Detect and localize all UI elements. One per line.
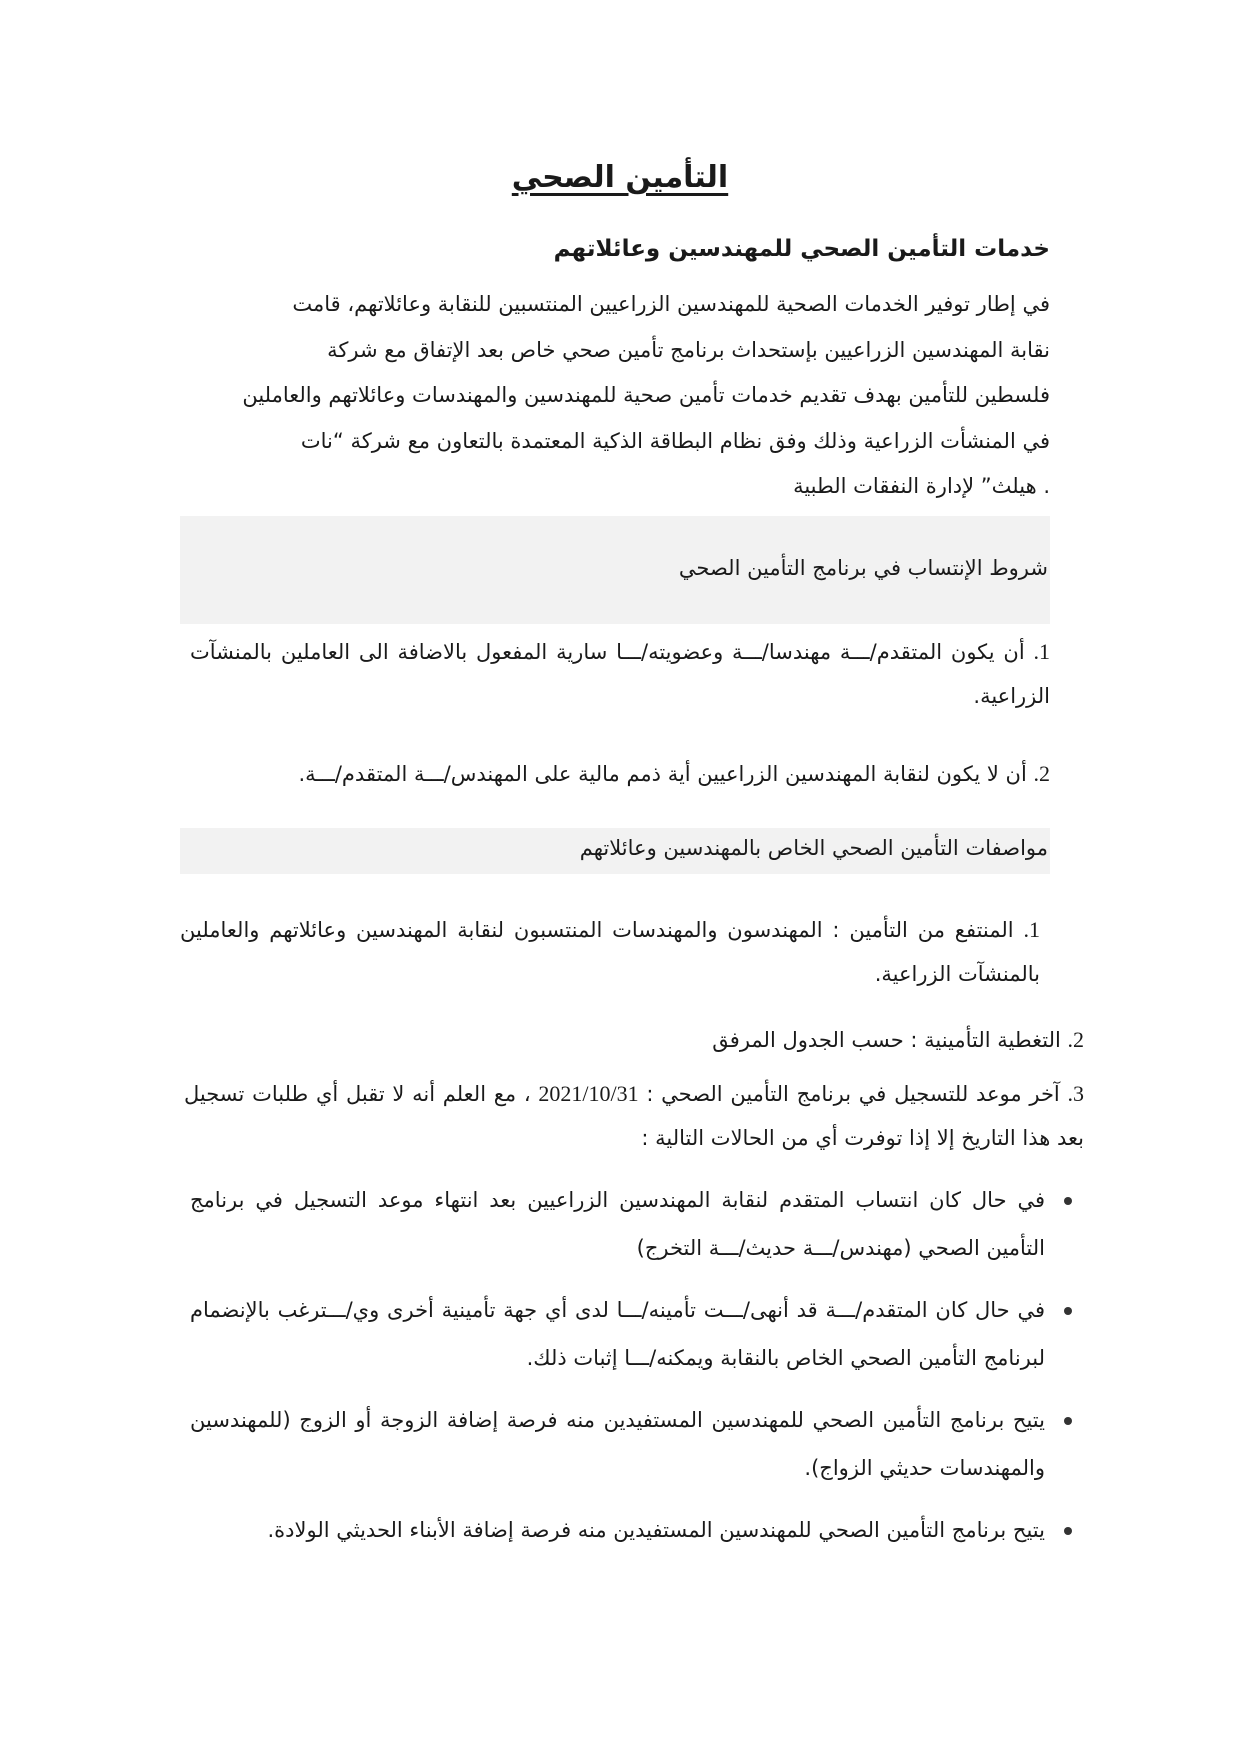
- section-heading: خدمات التأمين الصحي للمهندسين وعائلاتهم: [553, 236, 1050, 262]
- specs-heading-band: [180, 828, 1050, 874]
- list-item-text: في حال كان المتقدم/ـــة قد أنهى/ـــت تأمينه/ـــا لدى أي جهة تأمينية أخرى وي/ـــترغب بالإنضمام لبرنامج التأمين الصحي الخاص بالنقابة ويمكنه/ـــا إثبات ذلك.: [190, 1298, 1045, 1370]
- conditions-heading-band: [180, 516, 1050, 624]
- bullet-icon: [1064, 1307, 1072, 1315]
- item-number: 3.: [1067, 1081, 1084, 1106]
- registration-deadline: 2021/10/31: [538, 1081, 639, 1106]
- spec-item: [180, 908, 1040, 996]
- list-item: [190, 1286, 1080, 1382]
- item-text: آخر موعد للتسجيل في برنامج التأمين الصحي :: [638, 1082, 1060, 1106]
- spec-item: [184, 1018, 1084, 1062]
- condition-item: [190, 630, 1050, 718]
- exception-list: [190, 1176, 1080, 1568]
- list-item: [190, 1396, 1080, 1492]
- list-item: [190, 1506, 1080, 1554]
- bullet-icon: [1064, 1417, 1072, 1425]
- intro-line: . هيلث” لإدارة النفقات الطبية: [793, 474, 1050, 498]
- intro-paragraph: [190, 282, 1050, 510]
- list-item: [190, 1176, 1080, 1272]
- item-text: ، مع العلم أنه لا تقبل أي طلبات تسجيل بعد هذا التاريخ إلا إذا توفرت أي من الحالات التالية :: [184, 1082, 1084, 1150]
- item-text: المنتفع من التأمين : المهندسون والمهندسات المنتسبون لنقابة المهندسين وعائلاتهم والعاملين بالمنشآت الزراعية.: [180, 918, 1040, 986]
- list-item-text: يتيح برنامج التأمين الصحي للمهندسين المستفيدين منه فرصة إضافة الأبناء الحديثي الولادة.: [267, 1518, 1045, 1542]
- conditions-heading: شروط الإنتساب في برنامج التأمين الصحي: [678, 556, 1048, 580]
- item-number: 1.: [1033, 639, 1050, 664]
- bullet-icon: [1064, 1527, 1072, 1535]
- item-number: 2.: [1067, 1027, 1084, 1052]
- item-number: 2.: [1033, 761, 1050, 786]
- intro-line: في المنشأت الزراعية وذلك وفق نظام البطاقة الذكية المعتمدة بالتعاون مع شركة “نات: [300, 428, 1050, 453]
- condition-item: [190, 752, 1050, 796]
- intro-line: نقابة المهندسين الزراعيين بإستحداث برنامج تأمين صحي خاص بعد الإتفاق مع شركة: [327, 337, 1050, 362]
- list-item-text: يتيح برنامج التأمين الصحي للمهندسين المستفيدين منه فرصة إضافة الزوجة أو الزوج (للمهندسين والمهندسات حديثي الزواج).: [190, 1408, 1045, 1480]
- item-number: 1.: [1023, 917, 1040, 942]
- bullet-icon: [1064, 1197, 1072, 1205]
- item-text: أن يكون المتقدم/ـــة مهندسا/ـــة وعضويته/ـــا سارية المفعول بالاضافة الى العاملين بالمنشآت الزراعية.: [190, 640, 1050, 708]
- spec-item: [184, 1072, 1084, 1160]
- list-item-text: في حال كان انتساب المتقدم لنقابة المهندسين الزراعيين بعد انتهاء موعد التسجيل في برنامج التأمين الصحي (مهندس/ـــة حديث/ـــة التخرج): [190, 1188, 1045, 1260]
- specs-heading: مواصفات التأمين الصحي الخاص بالمهندسين وعائلاتهم: [579, 836, 1048, 860]
- intro-line: فلسطين للتأمين بهدف تقديم خدمات تأمين صحية للمهندسين والمهندسات وعائلاتهم والعاملين: [242, 383, 1050, 407]
- intro-line: في إطار توفير الخدمات الصحية للمهندسين الزراعيين المنتسبين للنقابة وعائلاتهم، قامت: [292, 292, 1050, 316]
- item-text: أن لا يكون لنقابة المهندسين الزراعيين أية ذمم مالية على المهندس/ـــة المتقدم/ـــة.: [298, 762, 1027, 786]
- item-text: التغطية التأمينية : حسب الجدول المرفق: [712, 1028, 1061, 1052]
- page-title: التأمين الصحي: [511, 160, 729, 195]
